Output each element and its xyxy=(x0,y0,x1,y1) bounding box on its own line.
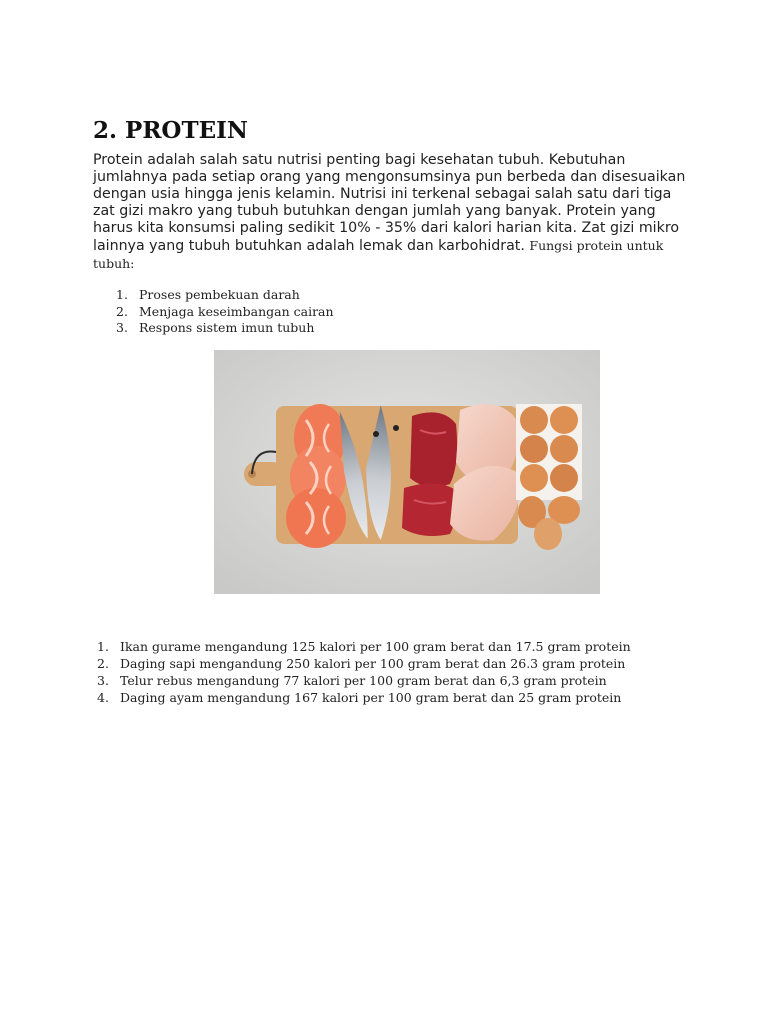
list-item xyxy=(93,320,334,337)
list-number: 3. xyxy=(116,320,128,335)
list-number: 1. xyxy=(116,287,128,302)
list-text: Daging ayam mengandung 167 kalori per 100 gram berat dan 25 gram protein xyxy=(120,690,622,705)
list-number: 3. xyxy=(97,673,109,688)
list-number: 4. xyxy=(97,690,109,705)
list-text: Proses pembekuan darah xyxy=(139,287,300,302)
intro-text: Protein adalah salah satu nutrisi penting bagi kesehatan tubuh. Kebutuhan jumlahnya pada setiap orang yang mengonsumsinya pun berbeda dan disesuaikan dengan usia hingga jenis kelamin. Nutrisi ini terkenal sebagai salah satu dari tiga zat gizi makro yang tubuh butuhkan dengan jumlah yang banyak. Protein yang harus kita konsumsi paling sedikit 10% - 35% dari kalori harian kita. Zat gizi mikro lainnya yang tubuh butuhkan adalah lemak dan karbohidrat. xyxy=(93,152,686,254)
list-item xyxy=(93,638,631,655)
list-text: Telur rebus mengandung 77 kalori per 100 gram berat dan 6,3 gram protein xyxy=(120,673,607,688)
functions-lead-in: Fungsi protein untuk tubuh: xyxy=(93,238,664,271)
list-item xyxy=(93,287,334,304)
list-text: Ikan gurame mengandung 125 kalori per 100 gram berat dan 17.5 gram protein xyxy=(120,639,631,654)
list-item xyxy=(93,655,631,672)
list-number: 2. xyxy=(97,656,109,671)
list-number: 1. xyxy=(97,639,109,654)
list-item xyxy=(93,672,631,689)
list-text: Respons sistem imun tubuh xyxy=(139,320,315,335)
intro-paragraph xyxy=(93,152,693,273)
list-text: Daging sapi mengandung 250 kalori per 100 gram berat dan 26.3 gram protein xyxy=(120,656,626,671)
list-item xyxy=(93,304,334,321)
list-number: 2. xyxy=(116,303,128,319)
section-heading: 2. PROTEIN xyxy=(93,117,248,144)
protein-foods-photo xyxy=(214,350,600,594)
protein-functions-list xyxy=(93,287,334,337)
list-item xyxy=(93,689,631,706)
nutrition-facts-list xyxy=(93,638,631,706)
list-text: Menjaga keseimbangan cairan xyxy=(139,303,334,319)
